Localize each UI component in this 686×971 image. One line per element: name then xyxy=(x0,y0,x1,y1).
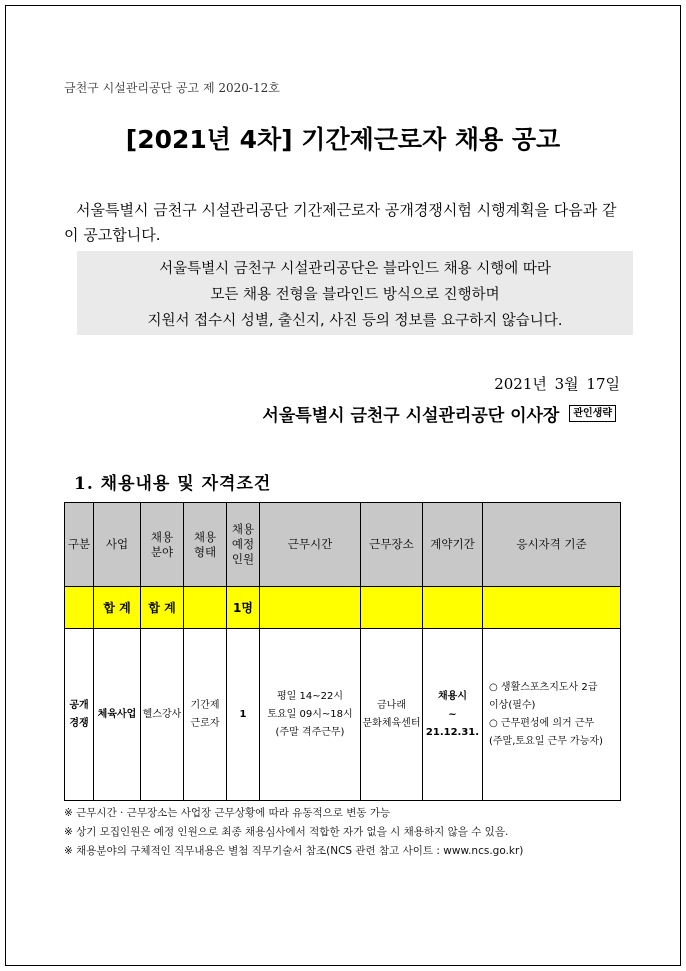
signature-line xyxy=(262,401,616,426)
header-category: 구분 xyxy=(65,503,94,587)
row-hours: 평일 14~22시 토요일 09시~18시 (주말 격주근무) xyxy=(260,629,361,801)
notice-number: 금천구 시설관리공단 공고 제 2020-12호 xyxy=(64,81,280,95)
blind-notice-line: 서울특별시 금천구 시설관리공단은 블라인드 채용 시행에 따라 xyxy=(159,261,551,277)
total-period xyxy=(423,587,483,629)
total-hours xyxy=(260,587,361,629)
header-planned: 채용 예정 인원 xyxy=(227,503,260,587)
header-place: 근무장소 xyxy=(361,503,423,587)
signatory: 서울특별시 금천구 시설관리공단 이사장 xyxy=(262,406,560,426)
official-seal-omitted: 관인생략 xyxy=(569,405,616,422)
row-business: 체육사업 xyxy=(94,629,141,801)
announcement-date: 2021년 3월 17일 xyxy=(494,375,620,393)
intro-paragraph: 서울특별시 금천구 시설관리공단 기간제근로자 공개경쟁시험 시행계획을 다음과 같이 공고합니다. xyxy=(64,201,617,244)
table-header-row xyxy=(65,503,621,587)
table-row xyxy=(65,629,621,801)
recruitment-table xyxy=(64,502,621,801)
header-period: 계약기간 xyxy=(423,503,483,587)
footnote: ※ 채용분야의 구체적인 직무내용은 별첨 직무기술서 참조(NCS 관련 참고 사이트 : www.ncs.go.kr) xyxy=(64,845,524,857)
row-qualification: ○ 생활스포츠지도사 2급 이상(필수) ○ 근무편성에 의거 근무 (주말,토요일 근무 가능자) xyxy=(483,629,621,801)
row-planned: 1 xyxy=(227,629,260,801)
row-field: 헬스강사 xyxy=(141,629,184,801)
total-planned: 1명 xyxy=(227,587,260,629)
footnotes xyxy=(64,804,523,861)
total-place xyxy=(361,587,423,629)
total-business: 합 계 xyxy=(94,587,141,629)
header-qualification: 응시자격 기준 xyxy=(483,503,621,587)
blind-notice-line: 지원서 접수시 성별, 출신지, 사진 등의 정보를 요구하지 않습니다. xyxy=(147,313,563,329)
total-field: 합 계 xyxy=(141,587,184,629)
header-field: 채용 분야 xyxy=(141,503,184,587)
total-category xyxy=(65,587,94,629)
row-type: 기간제 근로자 xyxy=(184,629,227,801)
row-category: 공개 경쟁 xyxy=(65,629,94,801)
footnote: ※ 상기 모집인원은 예정 인원으로 최종 채용심사에서 적합한 자가 없을 시 채용하지 않을 수 있음. xyxy=(64,826,509,838)
section-heading: 1. 채용내용 및 자격조건 xyxy=(74,474,272,494)
blind-recruitment-notice xyxy=(77,251,633,335)
blind-notice-line: 모든 채용 전형을 블라인드 방식으로 진행하며 xyxy=(210,287,500,303)
total-row xyxy=(65,587,621,629)
footnote: ※ 근무시간 · 근무장소는 사업장 근무상황에 따라 유동적으로 변동 가능 xyxy=(64,807,391,819)
header-hours: 근무시간 xyxy=(260,503,361,587)
row-period: 채용시 ~ 21.12.31. xyxy=(423,629,483,801)
header-business: 사업 xyxy=(94,503,141,587)
header-type: 채용 형태 xyxy=(184,503,227,587)
total-type xyxy=(184,587,227,629)
page-title: [2021년 4차] 기간제근로자 채용 공고 xyxy=(125,125,561,154)
total-qualification xyxy=(483,587,621,629)
row-place: 금나래 문화체육센터 xyxy=(361,629,423,801)
